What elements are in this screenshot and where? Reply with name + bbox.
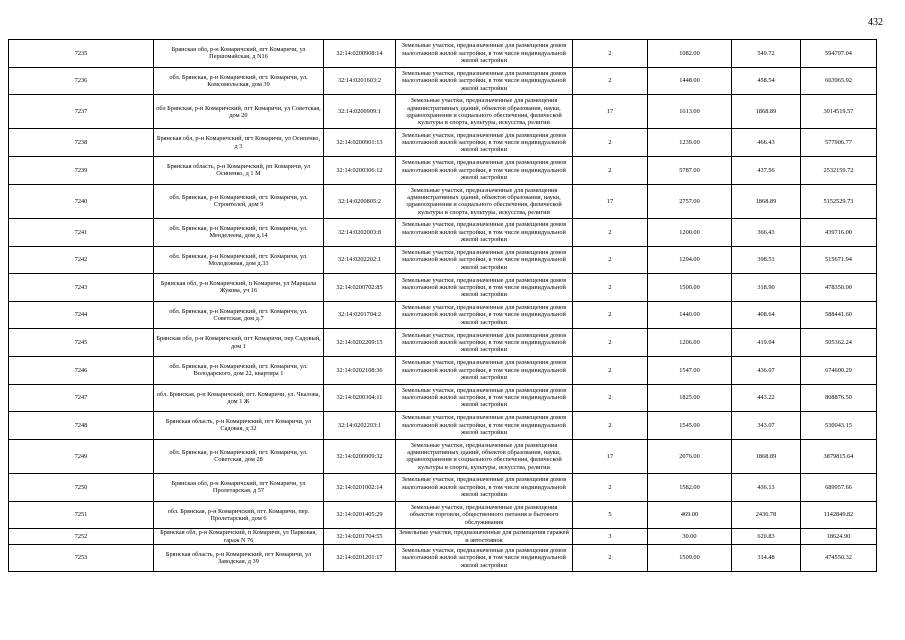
land-use-cell: Земельные участки, предназначенные для размещения объектов торговли, общественного питания и бытового обслуживания [396,501,573,529]
table-row [9,67,877,95]
cadastral-value-cell: 474550.32 [801,544,877,572]
address-cell: обл. Брянская, р-н Комаричский, пгт. Комаричи, ул. Советская, дом 28 [154,439,324,473]
land-use-cell: Земельные участки, предназначенные для размещения домов малоэтажной жилой застройки, в том числе индивидуальной жилой застройки [396,356,573,384]
land-use-cell: Земельные участки, предназначенные для размещения домов малоэтажной жилой застройки, в том числе индивидуальной жилой застройки [396,40,573,68]
unit-price-cell: 2436.78 [732,501,801,529]
area-cell: 1825.00 [648,384,732,412]
table-body [9,40,877,572]
group-cell: 2 [573,474,648,502]
cadastral-value-cell: 1142849.82 [801,501,877,529]
unit-price-cell: 366.43 [732,218,801,246]
area-cell: 30.00 [648,529,732,545]
unit-price-cell: 1868.89 [732,439,801,473]
row-number: 7242 [9,246,154,274]
cadastral-number-cell: 32:14:0201603:2 [324,67,396,95]
cadastral-value-cell: 588441.60 [801,301,877,329]
land-use-cell: Земельные участки, предназначенные для размещения домов малоэтажной жилой застройки, в том числе индивидуальной жилой застройки [396,67,573,95]
address-cell: обл. Брянская, р-н Комаричский, пгт. Комаричи, ул. Менделеева, дом д.14 [154,218,324,246]
land-use-cell: Земельные участки, предназначенные для размещения домов малоэтажной жилой застройки, в том числе индивидуальной жилой застройки [396,129,573,157]
address-cell: Брянская область, р-н Комаричский, пгт Комаричи, ул Садовая, д 32 [154,412,324,440]
row-number: 7253 [9,544,154,572]
table-row [9,129,877,157]
cadastral-value-cell: 5152529.73 [801,184,877,218]
table-row [9,157,877,185]
cadastral-number-cell: 32:14:0201405:29 [324,501,396,529]
cadastral-number-cell: 32:14:0201201:17 [324,544,396,572]
row-number: 7247 [9,384,154,412]
group-cell: 2 [573,301,648,329]
area-cell: 1509.00 [648,544,732,572]
land-use-cell: Земельные участки, предназначенные для размещения домов малоэтажной жилой застройки, в том числе индивидуальной жилой застройки [396,544,573,572]
area-cell: 1206.00 [648,329,732,357]
table-row [9,356,877,384]
row-number: 7238 [9,129,154,157]
table-row [9,40,877,68]
row-number: 7235 [9,40,154,68]
land-use-cell: Земельные участки, предназначенные для размещения домов малоэтажной жилой застройки, в том числе индивидуальной жилой застройки [396,246,573,274]
group-cell: 3 [573,529,648,545]
group-cell: 2 [573,40,648,68]
unit-price-cell: 436.13 [732,474,801,502]
land-use-cell: Земельные участки, предназначенные для размещения административных зданий, объектов образования, науки, здравоохранения и социального обеспечения, физической культуры и спорта, культуры, искусства, религии [396,95,573,129]
address-cell: обл Брянская, р-н Комаричский, пгт Комаричи, ул Советская, дом 20 [154,95,324,129]
group-cell: 2 [573,329,648,357]
unit-price-cell: 458.54 [732,67,801,95]
area-cell: 469.00 [648,501,732,529]
address-cell: обл. Брянская, р-н Комаричский, пгт. Комаричи, ул. Чкалова, дом 1 Ж [154,384,324,412]
land-use-cell: Земельные участки, предназначенные для размещения домов малоэтажной жилой застройки, в том числе индивидуальной жилой застройки [396,474,573,502]
address-cell: обл. Брянская, р-н Комаричский, пгт. Комаричи, ул. Комсомольская, дом 39 [154,67,324,95]
address-cell: обл. Брянская, р-н Комаричский, пгт. Комаричи, ул. Строителей, дом 9 [154,184,324,218]
address-cell: Брянская обл, р-н Комаричский, пгт Комаричи, ул Пролетарская, д 57 [154,474,324,502]
address-cell: Брянская область, р-н Комаричский, рп Комаричи, ул Осипенко, д 1 М [154,157,324,185]
area-cell: 5787.00 [648,157,732,185]
address-cell: Брянская область, р-н Комаричский, пгт Комаричи, ул Заводская, д 39 [154,544,324,572]
table-row [9,544,877,572]
group-cell: 2 [573,274,648,302]
row-number: 7249 [9,439,154,473]
area-cell: 1613.00 [648,95,732,129]
land-use-cell: Земельные участки, предназначенные для размещения домов малоэтажной жилой застройки, в том числе индивидуальной жилой застройки [396,274,573,302]
area-cell: 1440.00 [648,301,732,329]
address-cell: Брянская обл, р-н Комаричский, пгт Комаричи, ул Першомайская, д N16 [154,40,324,68]
land-use-cell: Земельные участки, предназначенные для размещения домов малоэтажной жилой застройки, в том числе индивидуальной жилой застройки [396,412,573,440]
row-number: 7243 [9,274,154,302]
table-row [9,274,877,302]
cadastral-number-cell: 32:14:0200306:12 [324,157,396,185]
table-row [9,184,877,218]
cadastral-value-cell: 439716.00 [801,218,877,246]
land-use-cell: Земельные участки, предназначенные для размещения домов малоэтажной жилой застройки, в том числе индивидуальной жилой застройки [396,384,573,412]
cadastral-number-cell: 32:14:0202003:8 [324,218,396,246]
address-cell: обл. Брянская, р-н Комаричский, пгт. Комаричи, ул. Володарского, дом 22, квартира 1 [154,356,324,384]
cadastral-value-cell: 515671.94 [801,246,877,274]
cadastral-number-cell: 32:14:0200901:13 [324,129,396,157]
cadastral-value-cell: 577906.77 [801,129,877,157]
land-use-cell: Земельные участки, предназначенные для размещения административных зданий, объектов образования, науки, здравоохранения и социального обеспечения, физической культуры и спорта, культуры, искусства, религии [396,439,573,473]
area-cell: 1547.00 [648,356,732,384]
cadastral-value-cell: 478350.00 [801,274,877,302]
area-cell: 1239.00 [648,129,732,157]
unit-price-cell: 1868.89 [732,95,801,129]
group-cell: 2 [573,218,648,246]
address-cell: обл. Брянская, р-н Комаричский, пгт. Комаричи, ул. Молодежная, дом д.33 [154,246,324,274]
group-cell: 17 [573,439,648,473]
row-number: 7252 [9,529,154,545]
cadastral-number-cell: 32:14:0202209:15 [324,329,396,357]
cadastral-value-cell: 3879815.64 [801,439,877,473]
row-number: 7236 [9,67,154,95]
row-number: 7241 [9,218,154,246]
area-cell: 1200.00 [648,218,732,246]
table-row [9,246,877,274]
area-cell: 2757.00 [648,184,732,218]
cadastral-number-cell: 32:14:0202108:36 [324,356,396,384]
table-row [9,95,877,129]
area-cell: 1545.00 [648,412,732,440]
table-row [9,412,877,440]
land-use-cell: Земельные участки, предназначенные для размещения домов малоэтажной жилой застройки, в том числе индивидуальной жилой застройки [396,218,573,246]
cadastral-number-cell: 32:14:0200304:11 [324,384,396,412]
table-row [9,501,877,529]
area-cell: 1500.00 [648,274,732,302]
cadastral-number-cell: 32:14:0200805:2 [324,184,396,218]
cadastral-value-table [8,39,877,572]
unit-price-cell: 419.04 [732,329,801,357]
unit-price-cell: 343.07 [732,412,801,440]
group-cell: 2 [573,356,648,384]
area-cell: 2076.00 [648,439,732,473]
area-cell: 1448.00 [648,67,732,95]
cadastral-number-cell: 32:14:0200908:14 [324,40,396,68]
unit-price-cell: 466.43 [732,129,801,157]
group-cell: 5 [573,501,648,529]
group-cell: 17 [573,184,648,218]
group-cell: 2 [573,129,648,157]
row-number: 7248 [9,412,154,440]
area-cell: 1582.00 [648,474,732,502]
row-number: 7239 [9,157,154,185]
cadastral-value-cell: 594797.04 [801,40,877,68]
address-cell: обл. Брянская, р-н Комаричский, пгт. Комаричи, ул. Советская, дом д.7 [154,301,324,329]
unit-price-cell: 1868.89 [732,184,801,218]
unit-price-cell: 437.56 [732,157,801,185]
row-number: 7250 [9,474,154,502]
cadastral-value-cell: 505362.24 [801,329,877,357]
land-use-cell: Земельные участки, предназначенные для размещения административных зданий, объектов образования, науки, здравоохранения и социального обеспечения, физической культуры и спорта, культуры, искусства, религии [396,184,573,218]
unit-price-cell: 443.22 [732,384,801,412]
unit-price-cell: 620.83 [732,529,801,545]
cadastral-number-cell: 32:14:0201704:2 [324,301,396,329]
group-cell: 2 [573,412,648,440]
cadastral-value-cell: 808876.50 [801,384,877,412]
table-row [9,384,877,412]
unit-price-cell: 436.07 [732,356,801,384]
unit-price-cell: 314.48 [732,544,801,572]
group-cell: 2 [573,544,648,572]
land-use-cell: Земельные участки, предназначенные для размещения домов малоэтажной жилой застройки, в том числе индивидуальной жилой застройки [396,157,573,185]
group-cell: 17 [573,95,648,129]
cadastral-number-cell: 32:14:0200909:1 [324,95,396,129]
cadastral-value-cell: 18624.90 [801,529,877,545]
cadastral-number-cell: 32:14:0202202:1 [324,246,396,274]
unit-price-cell: 549.72 [732,40,801,68]
row-number: 7244 [9,301,154,329]
row-number: 7246 [9,356,154,384]
cadastral-value-cell: 674600.29 [801,356,877,384]
cadastral-number-cell: 32:14:0202203:1 [324,412,396,440]
land-use-cell: Земельные участки, предназначенные для размещения домов малоэтажной жилой застройки, в том числе индивидуальной жилой застройки [396,301,573,329]
land-use-cell: Земельные участки, предназначенные для размещения гаражей и автостоянок [396,529,573,545]
page-number: 432 [868,17,883,28]
cadastral-value-cell: 663965.92 [801,67,877,95]
cadastral-number-cell: 32:14:0200909:32 [324,439,396,473]
address-cell: обл. Брянская, р-н Комаричский, пгт. Комаричи, пер. Пролетарский, дом 6 [154,501,324,529]
cadastral-value-cell: 2532159.72 [801,157,877,185]
table-row [9,474,877,502]
address-cell: Брянская обл, р-н Комаричский, пгт Комаричи, пер Садовый, дом 1 [154,329,324,357]
table-row [9,529,877,545]
group-cell: 2 [573,384,648,412]
group-cell: 2 [573,67,648,95]
area-cell: 1082.00 [648,40,732,68]
table-row [9,301,877,329]
table-row [9,218,877,246]
row-number: 7237 [9,95,154,129]
row-number: 7240 [9,184,154,218]
cadastral-value-cell: 3014519.57 [801,95,877,129]
cadastral-value-cell: 530043.15 [801,412,877,440]
cadastral-value-cell: 689957.66 [801,474,877,502]
group-cell: 2 [573,246,648,274]
area-cell: 1294.00 [648,246,732,274]
group-cell: 2 [573,157,648,185]
address-cell: Брянская обл, р-н Комаричский, п Комаричи, ул Парковая, гараж N 76 [154,529,324,545]
table-row [9,329,877,357]
unit-price-cell: 408.64 [732,301,801,329]
address-cell: Брянская обл, р-н Комаричский, пгт Комаричи, ул Осипенко, д 3 [154,129,324,157]
cadastral-number-cell: 32:14:0200702:85 [324,274,396,302]
land-use-cell: Земельные участки, предназначенные для размещения домов малоэтажной жилой застройки, в том числе индивидуальной жилой застройки [396,329,573,357]
table-row [9,439,877,473]
unit-price-cell: 318.90 [732,274,801,302]
row-number: 7245 [9,329,154,357]
address-cell: Брянская обл, р-н Комаричский, п Комаричи, ул Марщала Жукова, уч 16 [154,274,324,302]
cadastral-number-cell: 32:14:0201704:55 [324,529,396,545]
row-number: 7251 [9,501,154,529]
unit-price-cell: 398.51 [732,246,801,274]
cadastral-number-cell: 32:14:0201002:14 [324,474,396,502]
